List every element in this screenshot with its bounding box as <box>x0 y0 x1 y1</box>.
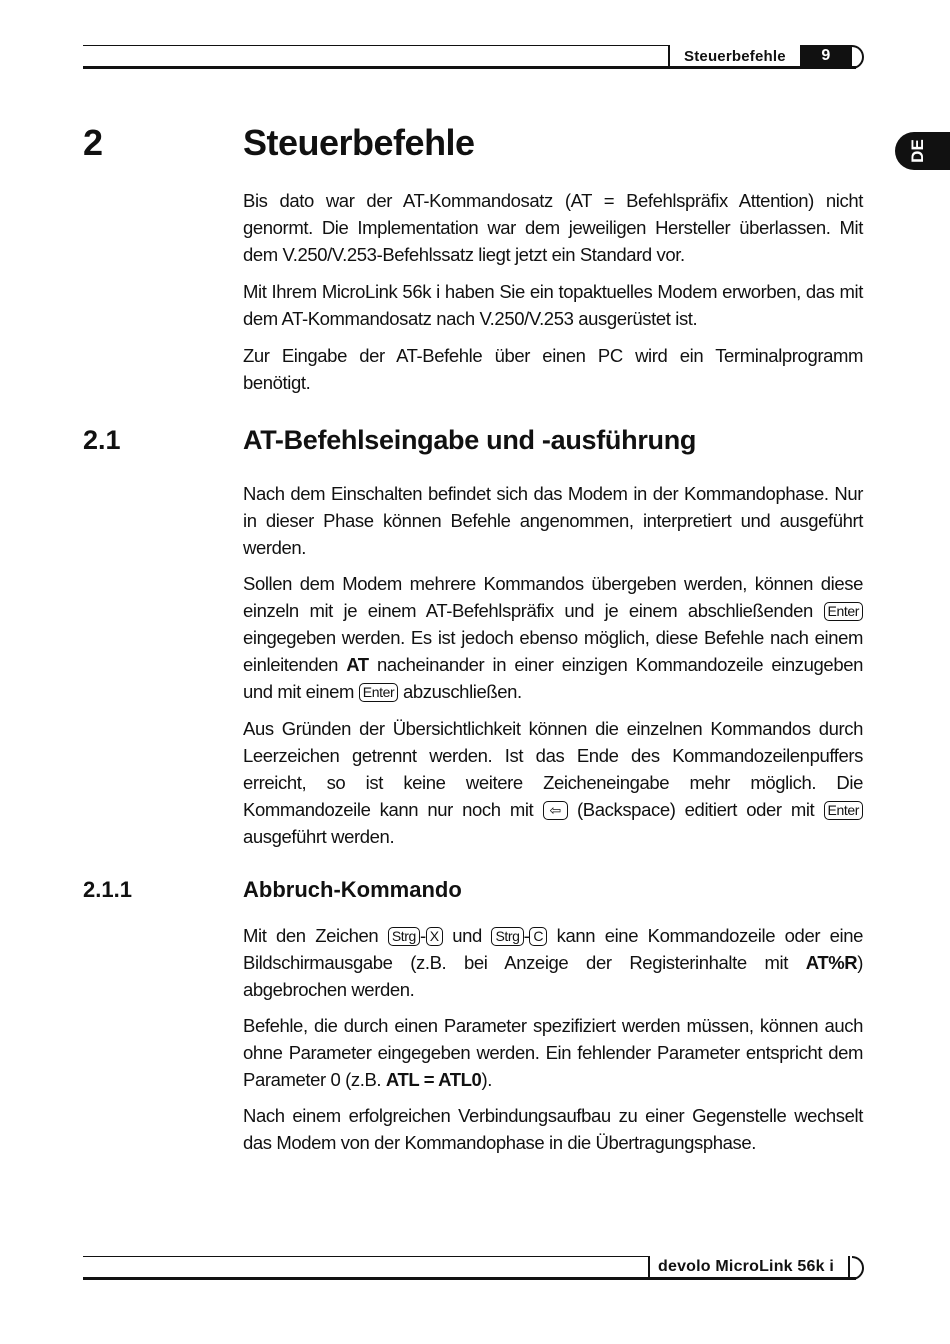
text-run: eingegeben werden. Es ist jedoch ebenso möglich, diese Befehle nach einem einleitenden <box>243 627 863 675</box>
subsubsection-number: 2.1.1 <box>83 877 132 902</box>
bold-command: AT%R <box>805 952 858 973</box>
language-tab <box>895 132 950 170</box>
bold-command: AT <box>346 654 369 675</box>
intro-paragraph-1: Bis dato war der AT-Kommandosatz (AT = Befehlspräfix Attention) nicht genormt. Die Implementation war dem jeweiligen Hersteller überlassen. Mit dem V.250/V.253-Befehlssatz liegt jetzt ein Standard vor. <box>243 190 863 265</box>
x-key-icon: X <box>426 927 443 946</box>
text-run: Sollen dem Modem mehrere Kommandos übergeben werden, können diese einzeln mit je einem AT-Befehlspräfix und je einem abschließenden <box>243 573 863 621</box>
text-run: nacheinander in einer einzigen Kommandozeile einzugeben und mit einem <box>243 654 863 702</box>
header-end-cap <box>852 45 864 69</box>
subsection-number: 2.1 <box>83 425 121 455</box>
page-number: 9 <box>800 45 852 69</box>
sub-paragraph-3 <box>243 715 863 850</box>
header-rule-thin <box>83 45 668 46</box>
text-run: Befehle, die durch einen Parameter spezifiziert werden müssen, können auch ohne Parameter eingegeben werden. Ein fehlender Parameter entspricht dem Parameter 0 (z.B. <box>243 1015 863 1090</box>
section-title: Steuerbefehle <box>243 122 475 163</box>
text-run: Mit den Zeichen <box>243 925 379 946</box>
header-tab <box>668 45 852 69</box>
text-run: Aus Gründen der Übersichtlichkeit können die einzelnen Kommandos durch Leerzeichen getrennt werden. Ist das Ende des Kommandozeilenpuffers erreicht, so ist keine weitere Zeicheneingabe mehr möglich. Die Kommandozeile kann nur noch mit <box>243 718 863 820</box>
text-run: ausgeführt werden. <box>243 826 395 847</box>
intro-paragraph-2: Mit Ihrem MicroLink 56k i haben Sie ein topaktuelles Modem erworben, das mit dem AT-Kommandosatz nach V.250/V.253 ausgerüstet ist. <box>243 281 863 329</box>
sub-paragraph-1: Nach dem Einschalten befindet sich das Modem in der Kommandophase. Nur in dieser Phase können Befehle angenommen, interpretiert und ausgeführt werden. <box>243 483 863 558</box>
footer-tab <box>648 1256 850 1280</box>
abort-paragraph-1: Mit den Zeichen Strg - X und Strg - C kann eine Kommandozeile oder eine Bildschirmausgabe (z.B. bei Anzeige der Registerinhalte mit AT%R) abgebrochen werden. <box>243 925 864 1000</box>
footer-separator <box>848 1256 850 1280</box>
footer-end-cap <box>852 1256 864 1280</box>
abort-paragraph-2 <box>243 1012 863 1093</box>
text-run: abzuschließen. <box>402 681 522 702</box>
bold-command: ATL = ATL0 <box>385 1069 482 1090</box>
enter-key-icon: Enter <box>824 602 863 621</box>
footer-rule-thin <box>83 1256 648 1257</box>
text-run: ) abgebrochen werden. <box>243 952 863 1000</box>
strg-key-icon: Strg <box>388 927 420 946</box>
backspace-key-icon: ⇦ <box>543 801 568 820</box>
footer-product: devolo MicroLink 56k i <box>658 1258 835 1275</box>
text-run: ). <box>481 1069 492 1090</box>
abort-paragraph-3: Nach einem erfolgreichen Verbindungsaufbau zu einer Gegenstelle wechselt das Modem von der Kommandophase in die Übertragungsphase. <box>243 1105 863 1153</box>
subsection-title: AT-Befehlseingabe und -ausführung <box>243 425 697 455</box>
header-section-title: Steuerbefehle <box>684 48 786 65</box>
subsubsection-title: Abbruch-Kommando <box>243 877 462 902</box>
text-run: kann eine Kommandozeile oder eine Bildschirmausgabe (z.B. bei Anzeige der Registerinhalte mit <box>243 925 864 973</box>
enter-key-icon: Enter <box>824 801 863 820</box>
text-run: (Backspace) editiert oder mit <box>577 799 815 820</box>
section-number: 2 <box>83 122 104 163</box>
enter-key-icon: Enter <box>359 683 398 702</box>
strg-key-icon: Strg <box>491 927 523 946</box>
c-key-icon: C <box>529 927 547 946</box>
text-run: und <box>452 925 482 946</box>
intro-paragraph-3: Zur Eingabe der AT-Befehle über einen PC wird ein Terminalprogramm benötigt. <box>243 345 863 393</box>
sub-paragraph-2 <box>243 570 863 705</box>
language-tab-label: DE <box>908 139 927 163</box>
